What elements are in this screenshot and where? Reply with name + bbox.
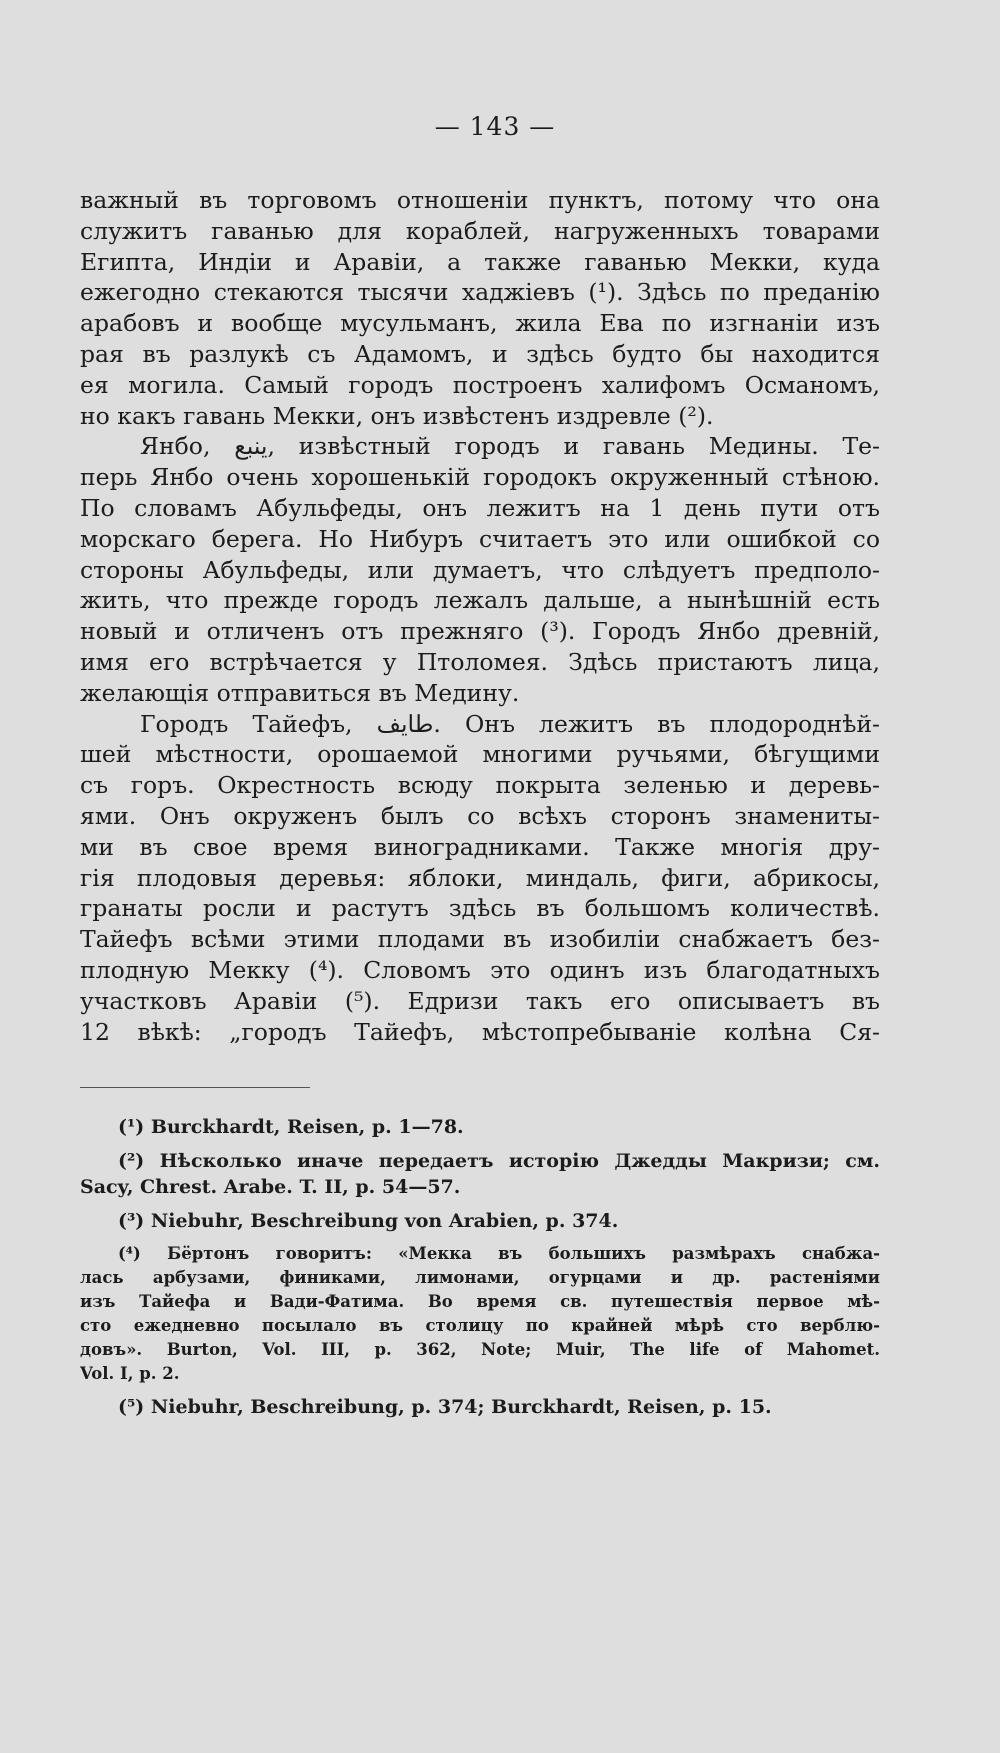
text-line: Тайефъ всѣми этими плодами въ изобиліи снабжаетъ без-	[80, 925, 880, 954]
footnote-line: Vol. I, p. 2.	[80, 1364, 180, 1384]
footnote-4	[80, 1242, 880, 1386]
text-line: По словамъ Абульфеды, онъ лежитъ на 1 день пути отъ	[80, 493, 880, 522]
footnote-1	[80, 1114, 880, 1140]
text-line: ями. Онъ окруженъ былъ со всѣхъ сторонъ знамениты-	[80, 801, 880, 830]
footnote-line: (¹) Burckhardt, Reisen, p. 1—78.	[118, 1116, 464, 1139]
text-line: участковъ Аравіи (⁵). Едризи такъ его описываетъ въ	[80, 986, 880, 1015]
footnote-line: (⁵) Niebuhr, Beschreibung, p. 374; Burckhardt, Reisen, p. 15.	[118, 1396, 772, 1419]
text-line: съ горъ. Окрестность всюду покрыта зеленью и деревь-	[80, 771, 880, 800]
text-line: но какъ гавань Мекки, онъ извѣстенъ издревле (²).	[80, 401, 714, 430]
footnote-line: сто ежедневно посылало въ столицу по крайней мѣрѣ сто верблю-	[80, 1316, 880, 1336]
footnote-5	[80, 1394, 880, 1420]
text-line: Египта, Индіи и Аравіи, а также гаванью Мекки, куда	[80, 247, 880, 276]
footnote-line: лась арбузами, финиками, лимонами, огурцами и др. растеніями	[80, 1268, 880, 1288]
footnotes	[80, 1114, 880, 1420]
text-line: плодную Мекку (⁴). Словомъ это одинъ изъ благодатныхъ	[80, 955, 880, 984]
text-line: шей мѣстности, орошаемой многими ручьями, бѣгущими	[80, 740, 880, 769]
text-line: новый и отличенъ отъ прежняго (³). Городъ Янбо древній,	[80, 617, 880, 646]
text-line: рая въ разлукѣ съ Адамомъ, и здѣсь будто бы находится	[80, 339, 880, 368]
footnote-line: довъ». Burton, Vol. III, p. 362, Note; Muir, The life of Mahomet.	[80, 1340, 880, 1360]
body-text	[80, 185, 880, 1047]
footnote-3	[80, 1208, 880, 1234]
footnote-line: Sacy, Chrest. Arabe. T. II, p. 54—57.	[80, 1176, 461, 1199]
text-line: морскаго берега. Но Нибуръ считаетъ это или ошибкой со	[80, 524, 880, 553]
text-line: гія плодовыя деревья: яблоки, миндаль, фиги, абрикосы,	[80, 863, 880, 892]
text-line: имя его встрѣчается у Птоломея. Здѣсь пристаютъ лица,	[80, 647, 880, 676]
text-line: гранаты росли и растутъ здѣсь въ большомъ количествѣ.	[80, 894, 880, 923]
footnote-line: изъ Тайефа и Вади-Фатима. Во время св. путешествія первое мѣ-	[80, 1292, 880, 1312]
footnote-2	[80, 1148, 880, 1200]
footnote-line: (⁴) Бёртонъ говоритъ: «Мекка въ большихъ размѣрахъ снабжа-	[118, 1244, 880, 1264]
footnote-line: (³) Niebuhr, Beschreibung von Arabien, p. 374.	[118, 1210, 619, 1233]
text-line: важный въ торговомъ отношеніи пунктъ, потому что она	[80, 186, 880, 214]
text-line: стороны Абульфеды, или думаетъ, что слѣдуетъ предполо-	[80, 555, 880, 584]
text-line: 12 вѣкѣ: „городъ Тайефъ, мѣстопребываніе колѣна Ся-	[80, 1017, 880, 1046]
page-number: — 143 —	[434, 112, 556, 141]
text-line: Янбо, ينبع, извѣстный городъ и гавань Медины. Те-	[140, 432, 880, 461]
text-line: ежегодно стекаются тысячи хаджіевъ (¹). Здѣсь по преданію	[80, 278, 880, 307]
footnote-line: (²) Нѣсколько иначе передаетъ исторію Джедды Макризи; см.	[118, 1150, 880, 1173]
text-line: жить, что прежде городъ лежалъ дальше, а нынѣшній есть	[80, 586, 880, 615]
text-line: ми въ свое время виноградниками. Также многія дру-	[80, 832, 880, 861]
text-line: перь Янбо очень хорошенькій городокъ окруженный стѣною.	[80, 463, 880, 492]
text-line: желающія отправиться въ Медину.	[80, 678, 520, 707]
text-line: Городъ Тайефъ, طايف. Онъ лежитъ въ плодороднѣй-	[140, 709, 880, 738]
text-line: служитъ гаванью для кораблей, нагруженныхъ товарами	[80, 216, 880, 245]
text-line: ея могила. Самый городъ построенъ халифомъ Османомъ,	[80, 370, 880, 399]
text-line: арабовъ и вообще мусульманъ, жила Ева по изгнаніи изъ	[80, 309, 880, 338]
footnote-divider	[80, 1087, 310, 1088]
